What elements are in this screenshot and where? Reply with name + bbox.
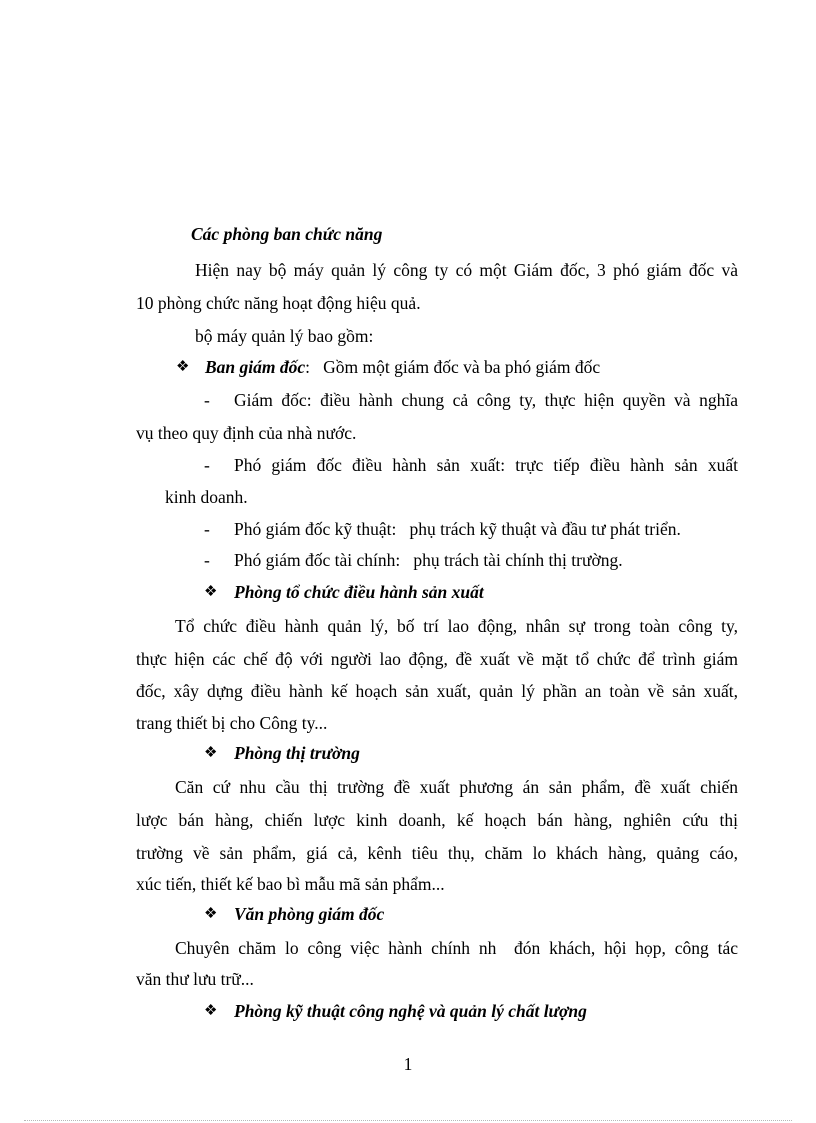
- phong-ky-thuat-title: Phòng kỹ thuật công nghệ và quản lý chất lượng: [234, 1001, 587, 1021]
- phong-to-chuc-title: Phòng tổ chức điều hành sản xuất: [234, 582, 484, 602]
- dash-marker: -: [204, 550, 210, 570]
- paragraph-line: Tổ chức điều hành quản lý, bố trí lao động, nhân sự trong toàn công ty,: [175, 616, 738, 636]
- list-item-line: Phó giám đốc kỹ thuật: phụ trách kỹ thuật và đầu tư phát triển.: [234, 519, 681, 539]
- ban-giam-doc-title: Ban giám đốc: [205, 357, 306, 377]
- paragraph-line: trường về sản phẩm, giá cả, kênh tiêu thụ, chăm lo khách hàng, quảng cáo,: [136, 843, 738, 863]
- phong-thi-truong-title: Phòng thị trường: [234, 743, 360, 763]
- paragraph-line: trang thiết bị cho Công ty...: [136, 713, 328, 733]
- list-item-line: kinh doanh.: [165, 487, 248, 507]
- ban-giam-doc-colon: :: [305, 357, 311, 377]
- intro-line-1: Hiện nay bộ máy quản lý công ty có một Giám đốc, 3 phó giám đốc và: [195, 260, 738, 280]
- paragraph-line: Chuyên chăm lo công việc hành chính nh đón khách, hội họp, công tác: [175, 938, 738, 958]
- diamond-bullet-icon: ❖: [204, 906, 218, 922]
- page-divider: [24, 1120, 792, 1121]
- van-phong-title: Văn phòng giám đốc: [234, 904, 385, 924]
- paragraph-line: văn thư lưu trữ...: [136, 969, 254, 989]
- list-item-line: Phó giám đốc tài chính: phụ trách tài chính thị trường.: [234, 550, 623, 570]
- ban-giam-doc-heading: [205, 356, 600, 378]
- diamond-bullet-icon: ❖: [204, 745, 218, 761]
- dash-marker: -: [204, 390, 210, 410]
- intro-line-2: 10 phòng chức năng hoạt động hiệu quả.: [136, 293, 421, 313]
- section-heading: Các phòng ban chức năng: [191, 224, 383, 244]
- dash-marker: -: [204, 519, 210, 539]
- paragraph-line: Căn cứ nhu cầu thị trường đề xuất phương án sản phẩm, đề xuất chiến: [175, 777, 738, 797]
- list-item-line: vụ theo quy định của nhà nước.: [136, 423, 357, 443]
- page-number: 1: [403, 1054, 413, 1074]
- dash-marker: -: [204, 455, 210, 475]
- paragraph-line: đốc, xây dựng điều hành kế hoạch sản xuất, quản lý phần an toàn về sản xuất,: [136, 681, 738, 701]
- list-item-line: Giám đốc: điều hành chung cả công ty, thực hiện quyền và nghĩa: [234, 390, 738, 410]
- diamond-bullet-icon: ❖: [204, 584, 218, 600]
- paragraph-line: xúc tiến, thiết kế bao bì mẫu mã sản phẩm...: [136, 874, 445, 894]
- diamond-bullet-icon: ❖: [176, 359, 190, 375]
- diamond-bullet-icon: ❖: [204, 1003, 218, 1019]
- ban-giam-doc-desc: Gồm một giám đốc và ba phó giám đốc: [323, 357, 601, 377]
- intro-line-3: bộ máy quản lý bao gồm:: [195, 326, 374, 346]
- list-item-line: Phó giám đốc điều hành sản xuất: trực tiếp điều hành sản xuất: [234, 455, 738, 475]
- paragraph-line: lược bán hàng, chiến lược kinh doanh, kế hoạch bán hàng, nghiên cứu thị: [136, 810, 738, 830]
- paragraph-line: thực hiện các chế độ với người lao động, đề xuất về mặt tổ chức để trình giám: [136, 649, 738, 669]
